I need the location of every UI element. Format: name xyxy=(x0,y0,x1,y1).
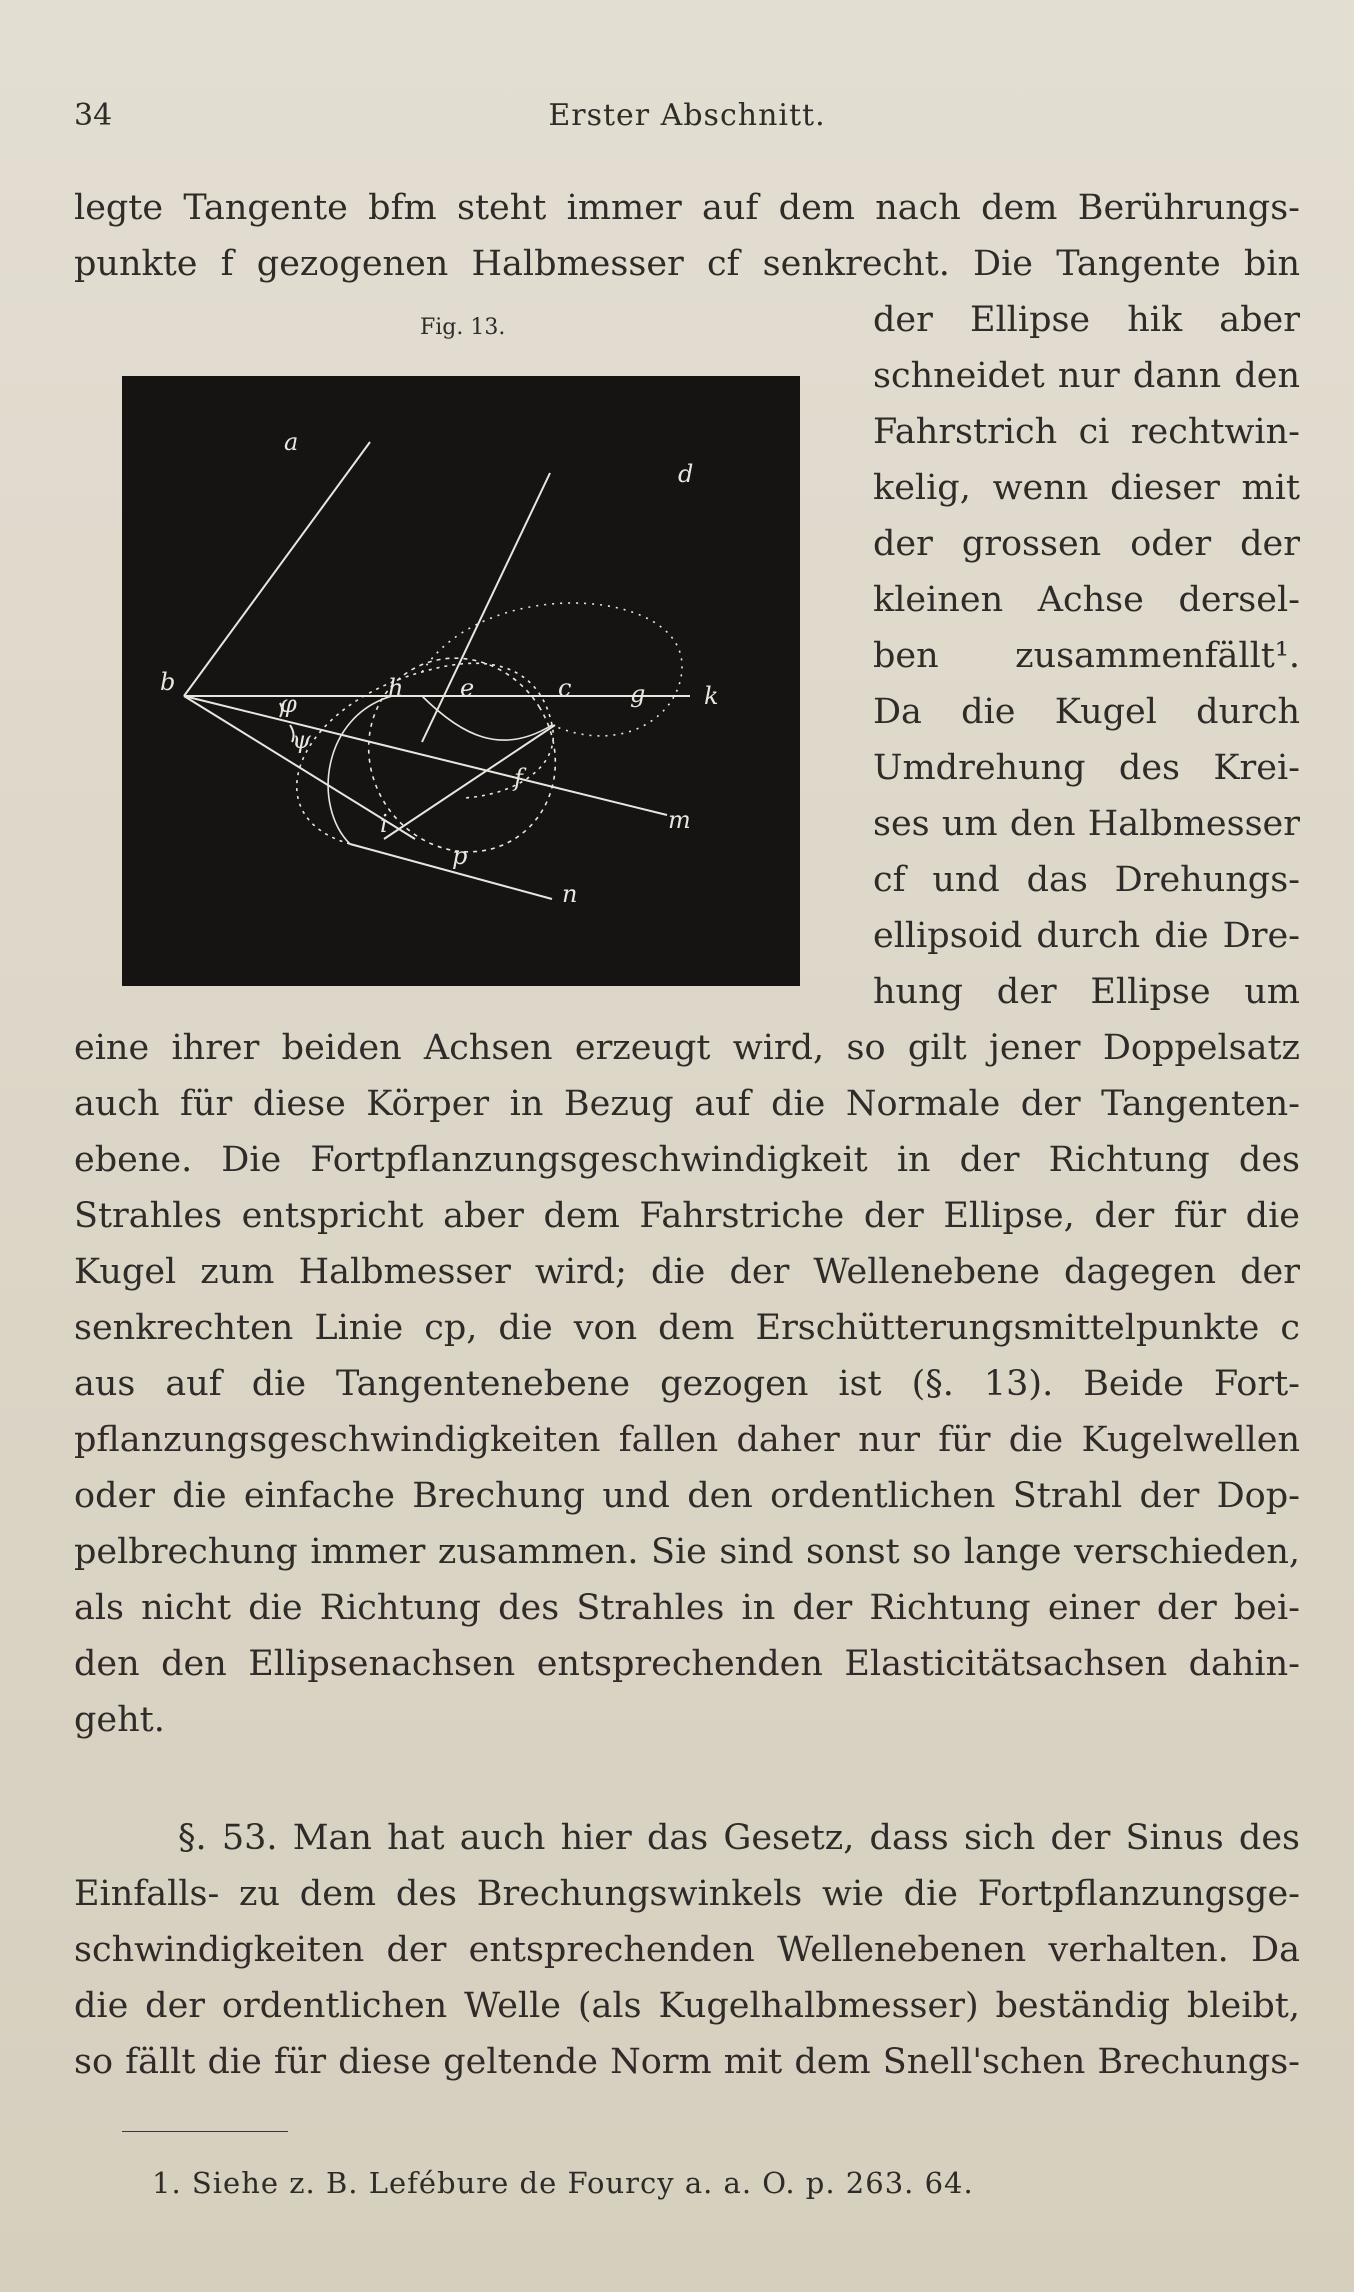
page-header xyxy=(74,98,1300,142)
body-line: punkte f gezogenen Halbmesser cf senkrecht. Die Tangente bin xyxy=(74,244,1300,284)
label-d: d xyxy=(678,460,694,488)
body-line: kleinen Achse dersel- xyxy=(873,580,1300,620)
label-b: b xyxy=(160,668,176,696)
label-k: k xyxy=(704,682,719,710)
body-line: geht. xyxy=(74,1700,165,1740)
line-in xyxy=(350,844,552,899)
footnote-rule xyxy=(122,2131,288,2132)
body-line: aus auf die Tangentenebene gezogen ist (§. 13). Beide Fort- xyxy=(74,1364,1300,1404)
label-h: h xyxy=(388,674,404,702)
label-phi: φ xyxy=(280,690,297,718)
section-line: §. 53. Man hat auch hier das Gesetz, dass sich der Sinus des xyxy=(178,1818,1300,1858)
label-c: c xyxy=(558,674,572,702)
body-line: ses um den Halbmesser xyxy=(873,804,1300,844)
body-line: hung der Ellipse um xyxy=(873,972,1300,1012)
label-e: e xyxy=(460,674,475,702)
ellipse-hik xyxy=(297,663,554,844)
body-line: ben zusammenfällt¹. xyxy=(873,636,1300,676)
label-n: n xyxy=(562,880,578,908)
figure-13-diagram xyxy=(122,376,800,986)
section-line: schwindigkeiten der entsprechenden Wellenebenen verhalten. Da xyxy=(74,1930,1300,1970)
body-line: der grossen oder der xyxy=(873,524,1300,564)
body-line: als nicht die Richtung des Strahles in der Richtung einer der bei- xyxy=(74,1588,1300,1628)
body-line: Strahles entspricht aber dem Fahrstriche der Ellipse, der für die xyxy=(74,1196,1300,1236)
body-line: pflanzungsgeschwindigkeiten fallen daher nur für die Kugelwellen xyxy=(74,1420,1300,1460)
label-f: f xyxy=(514,764,523,792)
body-line: legte Tangente bfm steht immer auf dem nach dem Berührungs- xyxy=(74,188,1300,228)
body-line: der Ellipse hik aber xyxy=(873,300,1300,340)
body-line: den den Ellipsenachsen entsprechenden Elasticitätsachsen dahin- xyxy=(74,1644,1300,1684)
body-line: senkrechten Linie cp, die von dem Erschütterungsmittelpunkte c xyxy=(74,1308,1300,1348)
body-line: ellipsoid durch die Dre- xyxy=(873,916,1300,956)
label-psi: ψ xyxy=(292,726,311,754)
body-line: pelbrechung immer zusammen. Sie sind sonst so lange verschieden, xyxy=(74,1532,1300,1572)
ellipse-upper-dotted xyxy=(422,603,682,736)
body-line: eine ihrer beiden Achsen erzeugt wird, so gilt jener Doppelsatz xyxy=(74,1028,1300,1068)
body-line: Umdrehung des Krei- xyxy=(873,748,1300,788)
line-bm xyxy=(184,696,667,815)
section-line: so fällt die für diese geltende Norm mit dem Snell'schen Brechungs- xyxy=(74,2042,1300,2082)
label-a: a xyxy=(284,428,299,456)
section-line: Einfalls- zu dem des Brechungswinkels wie die Fortpflanzungsge- xyxy=(74,1874,1300,1914)
label-m: m xyxy=(668,806,691,834)
body-line: cf und das Drehungs- xyxy=(873,860,1300,900)
label-i: i xyxy=(380,810,388,838)
figure-caption: Fig. 13. xyxy=(420,315,506,340)
label-p: p xyxy=(452,842,468,870)
body-line: Da die Kugel durch xyxy=(873,692,1300,732)
body-line: kelig, wenn dieser mit xyxy=(873,468,1300,508)
label-g: g xyxy=(630,680,646,708)
body-line: auch für diese Körper in Bezug auf die Normale der Tangenten- xyxy=(74,1084,1300,1124)
footnote: 1. Siehe z. B. Lefébure de Fourcy a. a. O. p. 263. 64. xyxy=(152,2166,974,2200)
line-cd xyxy=(422,473,550,742)
body-line: ebene. Die Fortpflanzungsgeschwindigkeit in der Richtung des xyxy=(74,1140,1300,1180)
body-line: schneidet nur dann den xyxy=(873,356,1300,396)
body-line: Fahrstrich ci rechtwin- xyxy=(873,412,1300,452)
body-line: oder die einfache Brechung und den ordentlichen Strahl der Dop- xyxy=(74,1476,1300,1516)
figure-13 xyxy=(122,376,800,986)
line-ba xyxy=(184,442,370,696)
section-line: die der ordentlichen Welle (als Kugelhalbmesser) beständig bleibt, xyxy=(74,1986,1300,2026)
body-line: Kugel zum Halbmesser wird; die der Wellenebene dagegen der xyxy=(74,1252,1300,1292)
page-number: 34 xyxy=(74,98,113,133)
running-title: Erster Abschnitt. xyxy=(548,98,826,133)
